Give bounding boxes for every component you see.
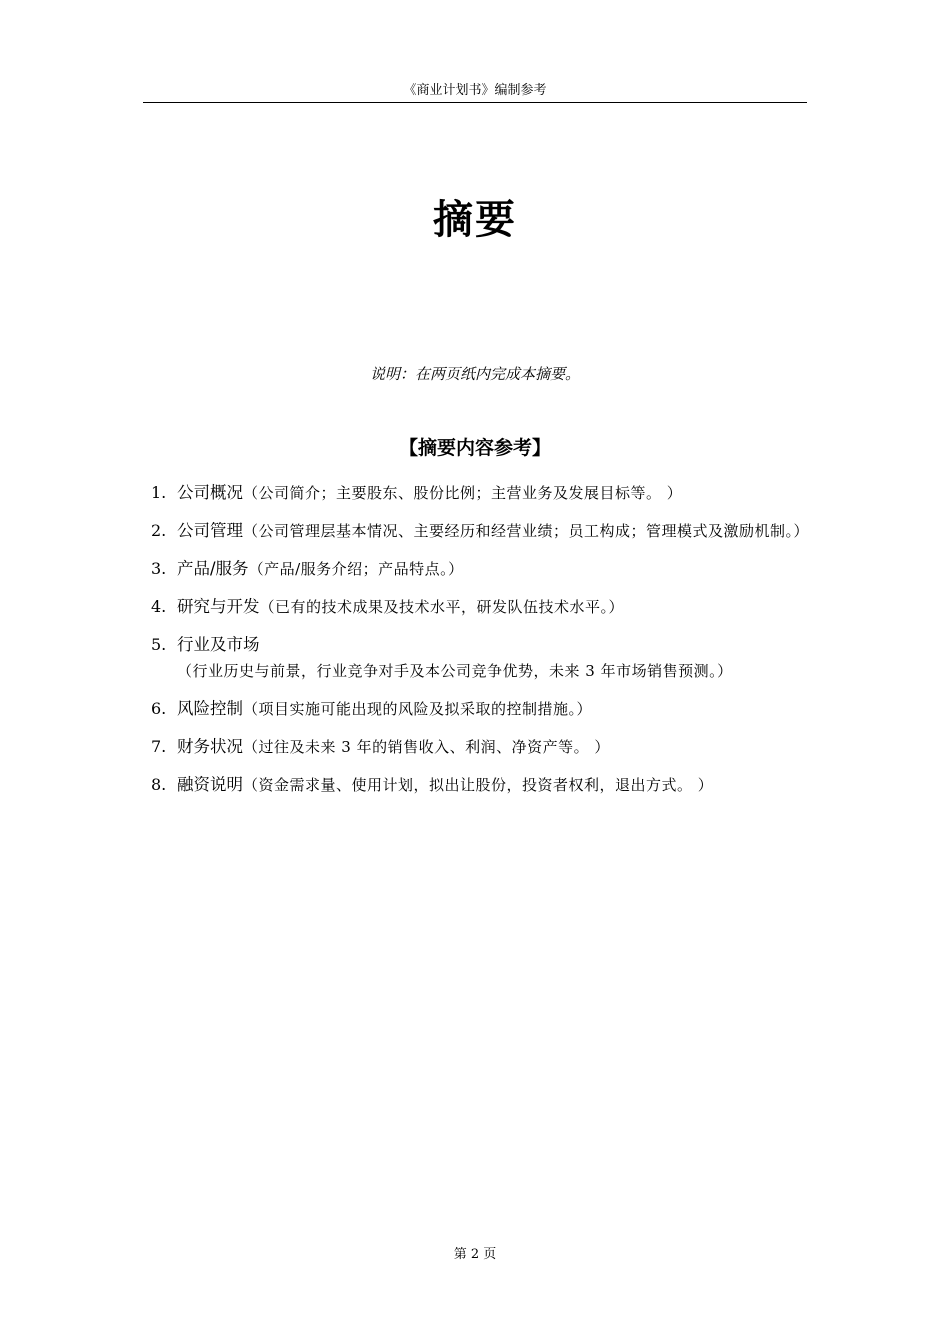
item-term: 风险控制 (177, 699, 243, 718)
list-item (151, 772, 811, 798)
instruction-note: 说明：在两页纸内完成本摘要。 (369, 365, 580, 383)
header-rule (143, 102, 807, 103)
item-term: 财务状况 (177, 737, 243, 756)
item-number: 6. (151, 699, 167, 718)
item-description: （公司简介；主要股东、股份比例；主营业务及发展目标等。 ） (243, 484, 683, 502)
item-term: 公司概况 (177, 483, 243, 502)
item-description: （资金需求量、使用计划，拟出让股份，投资者权利，退出方式。 ） (243, 776, 714, 794)
item-term: 行业及市场 (177, 635, 260, 654)
item-number: 1. (151, 483, 167, 502)
item-description: （项目实施可能出现的风险及拟采取的控制措施。） (243, 700, 593, 718)
item-number: 7. (151, 737, 167, 756)
page-title: 摘要 (433, 197, 517, 243)
list-item (151, 696, 811, 722)
item-number: 5. (151, 635, 167, 654)
list-item (151, 734, 811, 760)
section-title: 【摘要内容参考】 (398, 437, 551, 459)
item-number: 8. (151, 775, 167, 794)
item-description: （已有的技术成果及技术水平，研发队伍技术水平。） (259, 598, 625, 616)
page-header: 《商业计划书》编制参考 (403, 83, 547, 98)
item-description: （过往及未来 3 年的销售收入、利润、净资产等。 ） (243, 738, 610, 756)
item-term: 研究与开发 (177, 597, 260, 616)
list-item (151, 632, 811, 684)
item-term: 产品/服务 (177, 559, 249, 578)
list-item (151, 594, 811, 620)
item-term: 融资说明 (177, 775, 243, 794)
item-description: （公司管理层基本情况、主要经历和经营业绩；员工构成；管理模式及激励机制。） (243, 522, 810, 540)
item-term: 公司管理 (177, 521, 243, 540)
page-number: 第 2 页 (453, 1247, 497, 1262)
item-number: 2. (151, 521, 167, 540)
item-number: 4. (151, 597, 167, 616)
list-item (151, 518, 811, 544)
item-description: （行业历史与前景，行业竞争对手及本公司竞争优势，未来 3 年市场销售预测。） (177, 662, 733, 680)
item-description: （产品/服务介绍；产品特点。） (248, 560, 464, 578)
list-item (151, 480, 811, 506)
summary-items-list (151, 480, 811, 810)
list-item (151, 556, 811, 582)
item-number: 3. (151, 559, 167, 578)
